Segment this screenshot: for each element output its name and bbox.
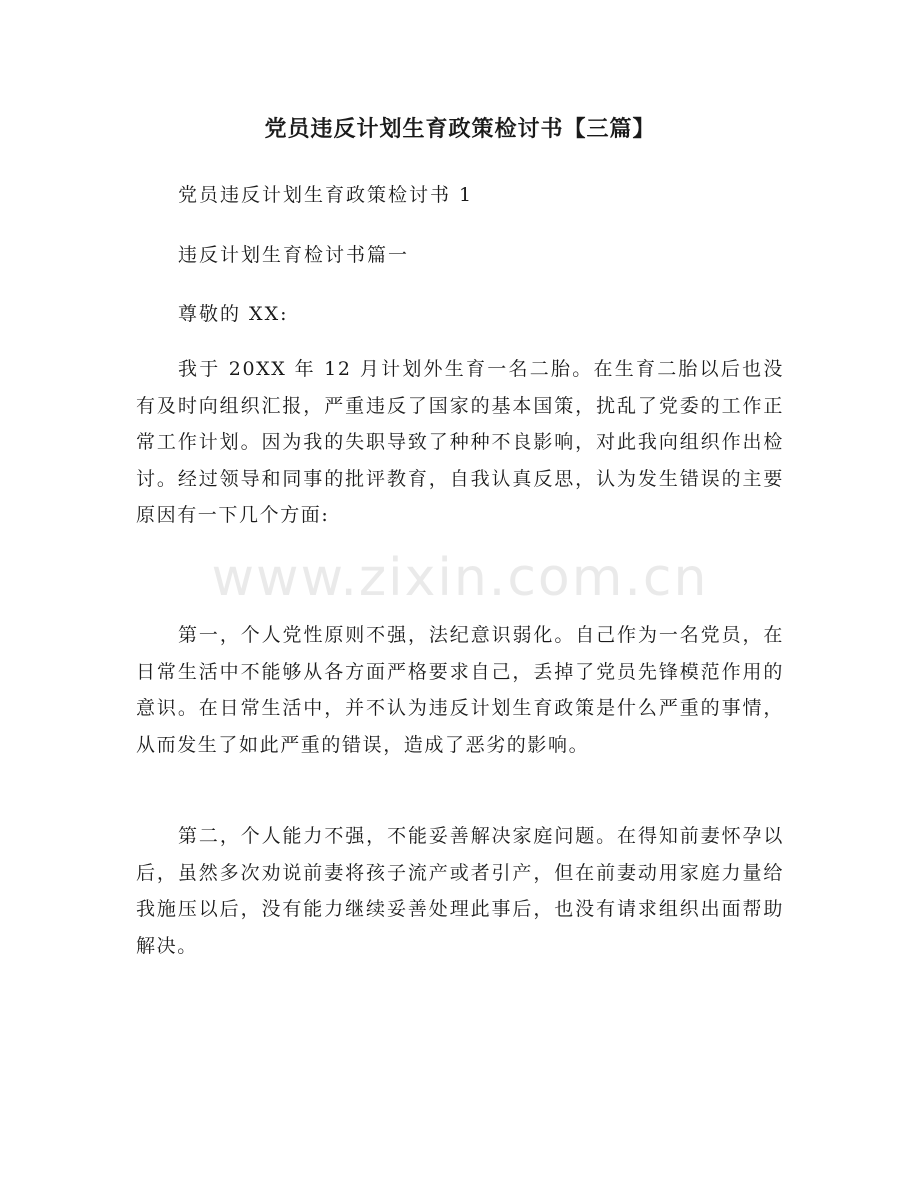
paragraph-3: 第二，个人能力不强，不能妥善解决家庭问题。在得知前妻怀孕以后，虽然多次劝说前妻将孩子流产或者引产，但在前妻动用家庭力量给我施压以后，没有能力继续妥善处理此事后，也没有请求组织出面帮助解决。 — [136, 825, 784, 957]
paragraph-1: 我于 20XX 年 12 月计划外生育一名二胎。在生育二胎以后也没有及时向组织汇报，严重违反了国家的基本国策，扰乱了党委的工作正常工作计划。因为我的失职导致了种种不良影响，对此我向组织作出检讨。经过领导和同事的批评教育，自我认真反思，认为发生错误的主要原因有一下几个方面: — [136, 358, 784, 526]
document-title: 党员违反计划生育政策检讨书【三篇】 — [264, 117, 656, 142]
watermark: www.zixin.com.cn — [211, 548, 709, 608]
document-subtitle: 党员违反计划生育政策检讨书 1 — [178, 184, 474, 206]
salutation: 尊敬的 XX: — [178, 303, 289, 325]
section-heading: 违反计划生育检讨书篇一 — [178, 244, 410, 266]
paragraph-2: 第一，个人党性原则不强，法纪意识弱化。自己作为一名党员，在日常生活中不能够从各方面严格要求自己，丢掉了党员先锋模范作用的意识。在日常生活中，并不认为违反计划生育政策是什么严重的事情，从而发生了如此严重的错误，造成了恶劣的影响。 — [136, 624, 784, 756]
